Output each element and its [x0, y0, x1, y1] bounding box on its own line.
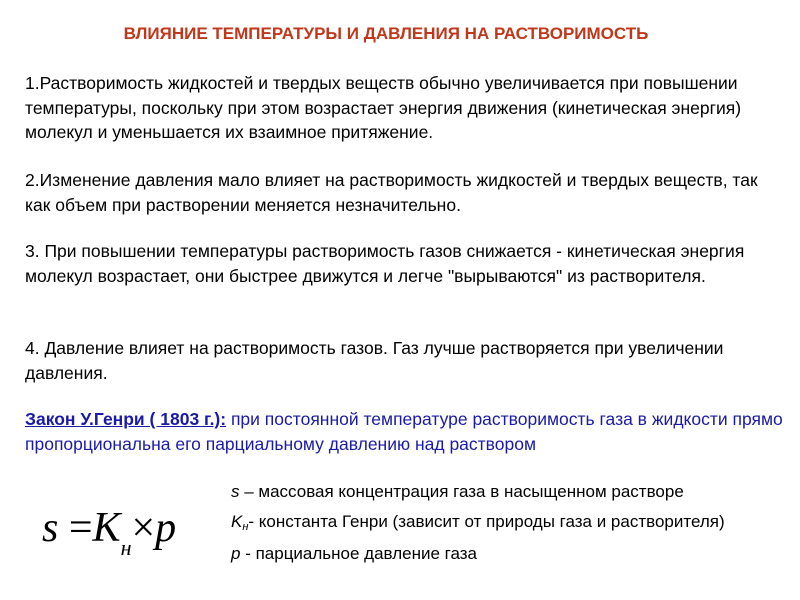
- definition-text: – массовая концентрация газа в насыщенном растворе: [239, 482, 684, 501]
- definition-text: - константа Генри (зависит от природы газа и растворителя): [248, 512, 725, 531]
- definition-symbol-subscript: н: [242, 521, 249, 533]
- point-1: 1.Растворимость жидкостей и твердых веществ обычно увеличивается при повышении температуры, поскольку при этом возрастает энергия движения (кинетическая энергия) молекул и уменьшается их взаимное притяжение.: [25, 73, 742, 142]
- page-title: ВЛИЯНИЕ ТЕМПЕРАТУРЫ И ДАВЛЕНИЯ НА РАСТВОРИМОСТЬ: [123, 24, 649, 43]
- henry-formula: [42, 498, 232, 568]
- formula-k-subscript: н: [120, 535, 132, 560]
- definition-symbol: s: [231, 482, 240, 501]
- formula-p: p: [155, 505, 177, 551]
- formula-k: K: [92, 505, 121, 551]
- henry-law-title: Закон У.Генри ( 1803 г.):: [25, 409, 227, 429]
- formula-s: s: [42, 505, 59, 551]
- formula-equals: =: [68, 505, 93, 551]
- definition-s: [231, 481, 791, 503]
- formula-times: ×: [131, 505, 156, 551]
- henry-law-text: при постоянной температуре растворимость газа в жидкости прямо пропорциональна его парциальному давлению над раствором: [25, 409, 783, 454]
- definitions-list: [231, 481, 791, 573]
- definition-p: [231, 543, 791, 565]
- point-3: 3. При повышении температуры растворимость газов снижается - кинетическая энергия молекул возрастает, они быстрее движутся и легче "вырываются" из растворителя.: [25, 241, 745, 286]
- definition-text: - парциальное давление газа: [240, 544, 477, 563]
- definition-symbol: p: [231, 544, 241, 563]
- definition-kh: [231, 511, 791, 535]
- point-2: 2.Изменение давления мало влияет на растворимость жидкостей и твердых веществ, так как объем при растворении меняется незначительно.: [25, 170, 758, 215]
- henry-law-paragraph: [25, 407, 785, 456]
- definition-symbol: K: [231, 512, 243, 531]
- point-4: 4. Давление влияет на растворимость газов. Газ лучше растворяется при увеличении давления.: [25, 338, 724, 383]
